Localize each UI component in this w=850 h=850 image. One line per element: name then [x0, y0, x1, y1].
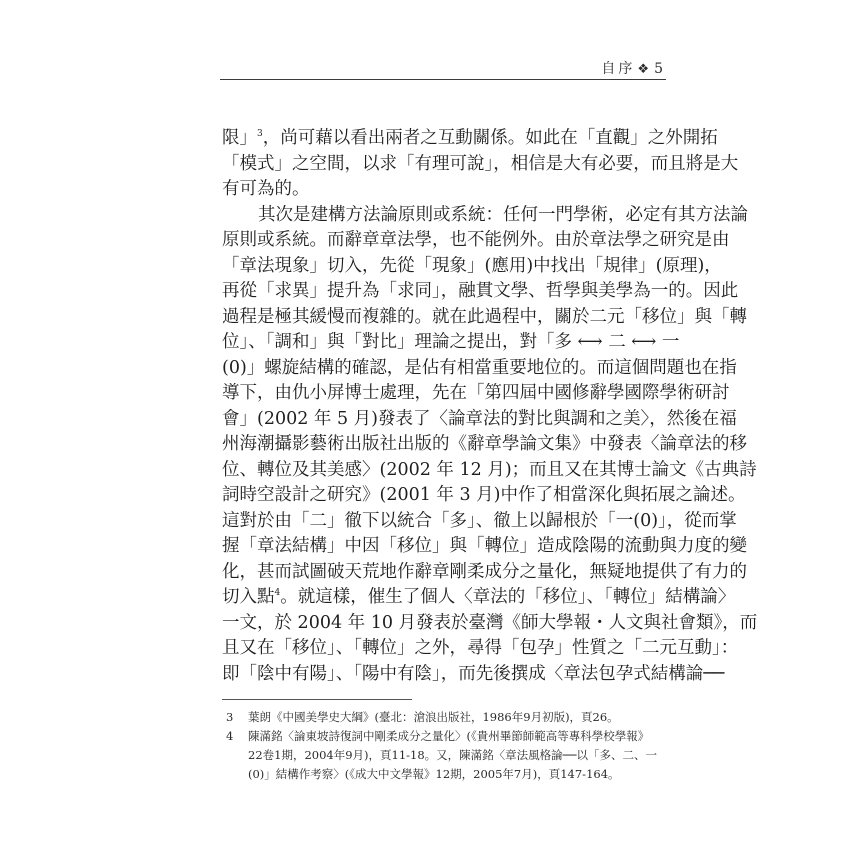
- footnote-number: 3: [226, 710, 234, 724]
- body-line: 即「陰中有陽」、「陽中有陰」，而先後撰成〈章法包孕式結構論──: [222, 663, 725, 684]
- text-span: 切入點: [222, 587, 275, 607]
- text-span: 限」: [222, 128, 257, 148]
- body-line: 導下，由仇小屏博士處理，先在「第四屆中國修辭學國際學術研討: [222, 383, 730, 403]
- ornament-icon: ❖: [637, 62, 653, 77]
- body-line: 原則或系統。而辭章章法學，也不能例外。由於章法學之研究是由: [222, 230, 730, 250]
- header-rule: [220, 79, 666, 80]
- body-line: 再從「求異」提升為「求同」，融貫文學、哲學與美學為一的。因此: [222, 281, 739, 301]
- body-line: 位」、「調和」與「對比」理論之提出，對「多 ⟷ 二 ⟷ 一: [222, 332, 680, 352]
- text-span: 。就這樣，催生了個人〈章法的「移位」、「轉位」結構論〉: [280, 587, 736, 607]
- body-line: 有可為的。: [222, 179, 310, 199]
- body-line: 且又在「移位」、「轉位」之外，尋得「包孕」性質之「二元互動」：: [222, 638, 739, 658]
- body-line: 一文，於 2004 年 10 月發表於臺灣《師大學報・人文與社會類》，而: [222, 612, 758, 633]
- body-line: 位、轉位及其美感〉(2002 年 12 月)；而且又在其博士論文《古典詩: [222, 459, 757, 480]
- footnote-4: [226, 727, 666, 746]
- paragraph-start-line: 其次是建構方法論原則或系統：任何一門學術，必定有其方法論: [258, 204, 748, 225]
- footnote-ref-3[interactable]: 3: [257, 129, 263, 140]
- footnote-ref-4[interactable]: 4: [274, 588, 281, 599]
- body-line: (0)」螺旋結構的確認，是佔有相當重要地位的。而這個問題也在指: [222, 357, 737, 378]
- body-line: [222, 126, 718, 152]
- body-line: 過程是極其緩慢而複雜的。就在此過程中，關於二元「移位」與「轉: [222, 306, 747, 327]
- body-line: 詞時空設計之研究》(2001 年 3 月)中作了相當深化與拓展之論述。: [222, 485, 746, 505]
- body-line: 會」(2002 年 5 月)發表了〈論章法的對比與調和之美〉，然後在福: [222, 408, 737, 429]
- page-number: 5: [654, 61, 666, 77]
- footnote-text: 葉朗《中國美學史大綱》(臺北：滄浪出版社，1986年9月初版)，頁26。: [248, 710, 619, 724]
- section-title: 自序: [601, 61, 636, 77]
- text-span: ，尚可藉以看出兩者之互動關係。如此在「直觀」之外開拓: [262, 128, 718, 148]
- body-line: 化，甚而試圖破天荒地作辭章剛柔成分之量化，無疑地提供了有力的: [222, 561, 747, 582]
- footnote-separator: [222, 699, 412, 700]
- body-text: [222, 126, 758, 687]
- body-line: 握「章法結構」中因「移位」與「轉位」造成陰陽的流動與力度的變: [222, 536, 747, 556]
- footnote-4-continued: 22卷1期，2004年9月)，頁11-18。又，陳滿銘〈章法風格論──以「多、二、一: [248, 748, 658, 762]
- body-line: [222, 585, 736, 611]
- running-header: [220, 58, 666, 78]
- body-line: 這對於由「二」徹下以統合「多」、徹上以歸根於「一(0)」，從而掌: [222, 510, 737, 531]
- footnote-3: [226, 708, 666, 727]
- footnote-4-continued: (0)」結構作考察〉(《成大中文學報》12期，2005年7月)，頁147-164。: [248, 767, 620, 781]
- footnotes: [226, 708, 666, 784]
- body-line: 「章法現象」切入，先從「現象」(應用)中找出「規律」(原理)，: [222, 255, 722, 276]
- body-line: 「模式」之空間，以求「有理可說」，相信是大有必要，而且將是大: [222, 153, 739, 174]
- footnote-number: 4: [226, 729, 234, 743]
- footnote-text: 陳滿銘〈論東坡詩復詞中剛柔成分之量化〉(《貴州畢節師範高等專科學校學報》: [248, 729, 650, 743]
- body-line: 州海潮攝影藝術出版社出版的《辭章學論文集》中發表〈論章法的移: [222, 434, 747, 454]
